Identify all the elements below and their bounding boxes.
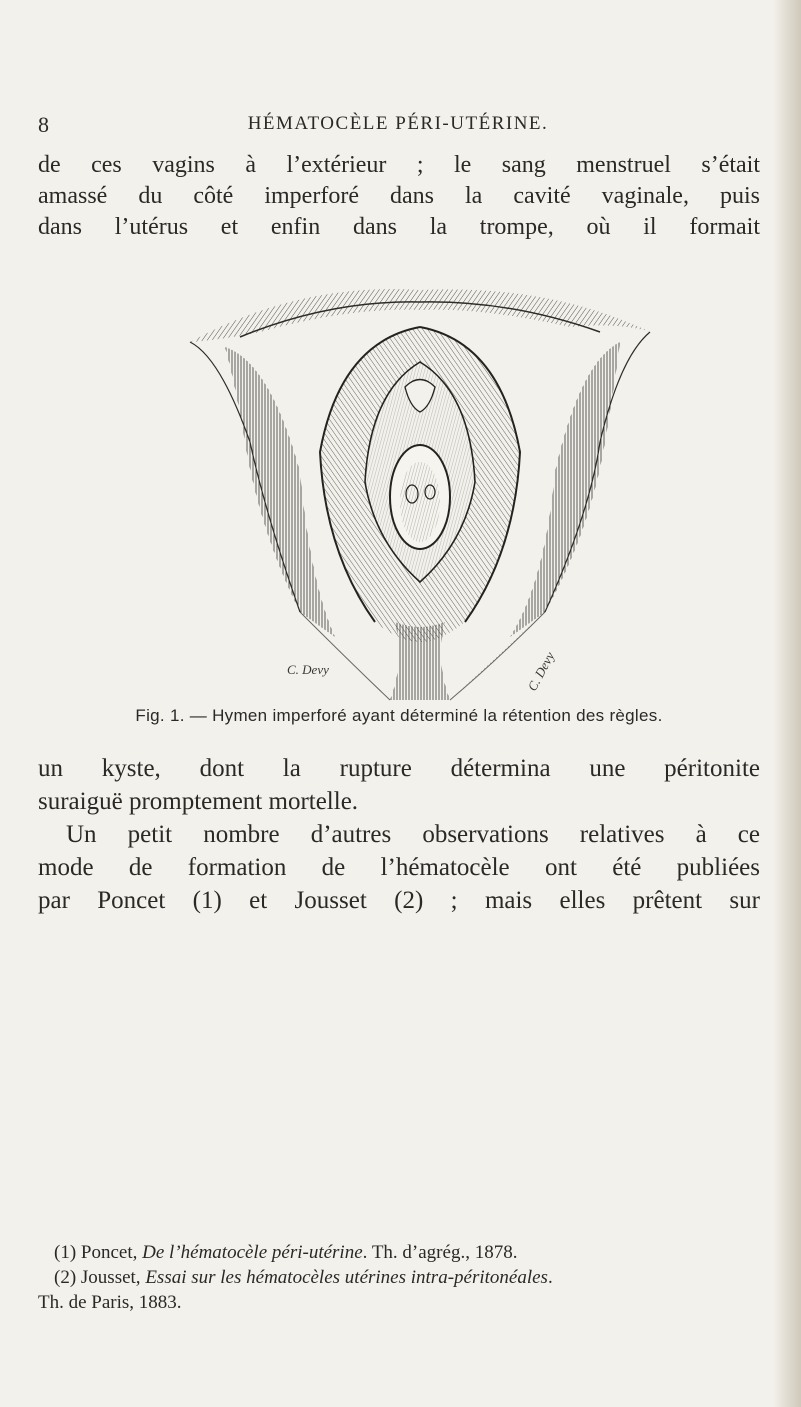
text-line: amassé du côté imperforé dans la cavité vaginale, puis [38,183,760,209]
footnote-2-continuation: Th. de Paris, 1883. [38,1292,182,1313]
signature-left: C. Devy [287,662,329,677]
text-line: par Poncet (1) et Jousset (2) ; mais elles prêtent sur [38,887,760,914]
text-line: Un petit nombre d’autres observations relatives à ce [66,821,760,848]
text-line: de ces vagins à l’extérieur ; le sang menstruel s’était [38,152,760,178]
body-text [38,752,760,917]
engraving-hymen [390,445,450,549]
running-title: HÉMATOCÈLE PÉRI-UTÉRINE. [247,113,549,134]
footnote-1-title: De l’hématocèle péri-utérine [142,1242,363,1263]
footnote-2-title: Essai sur les hématocèles utérines intra-péritonéales [145,1267,548,1288]
anatomical-engraving [150,282,690,702]
top-paragraph [38,150,760,243]
page-number: 8 [38,112,49,137]
engraving-right-thigh [510,332,650,637]
footnote-1: (1) Poncet, De l’hématocèle péri-utérine. Th. d’agrég., 1878. [54,1242,518,1263]
footnotes [38,1240,760,1315]
page-edge [773,0,801,1407]
engraving-left-thigh [190,342,335,637]
text-line: suraiguë promptement mortelle. [38,788,359,815]
signature-right: C. Devy [524,649,558,694]
text-line: mode de formation de l’hématocèle ont été publiées [38,854,760,881]
text-line: dans l’utérus et enfin dans la trompe, où il formait [38,214,760,240]
running-head [38,112,758,142]
figure-caption: Fig. 1. — Hymen imperforé ayant déterminé la rétention des règles. [135,706,663,725]
footnote-2: (2) Jousset, Essai sur les hématocèles utérines intra-péritonéales. [54,1267,553,1288]
text-line: un kyste, dont la rupture détermina une péritonite [38,755,760,782]
